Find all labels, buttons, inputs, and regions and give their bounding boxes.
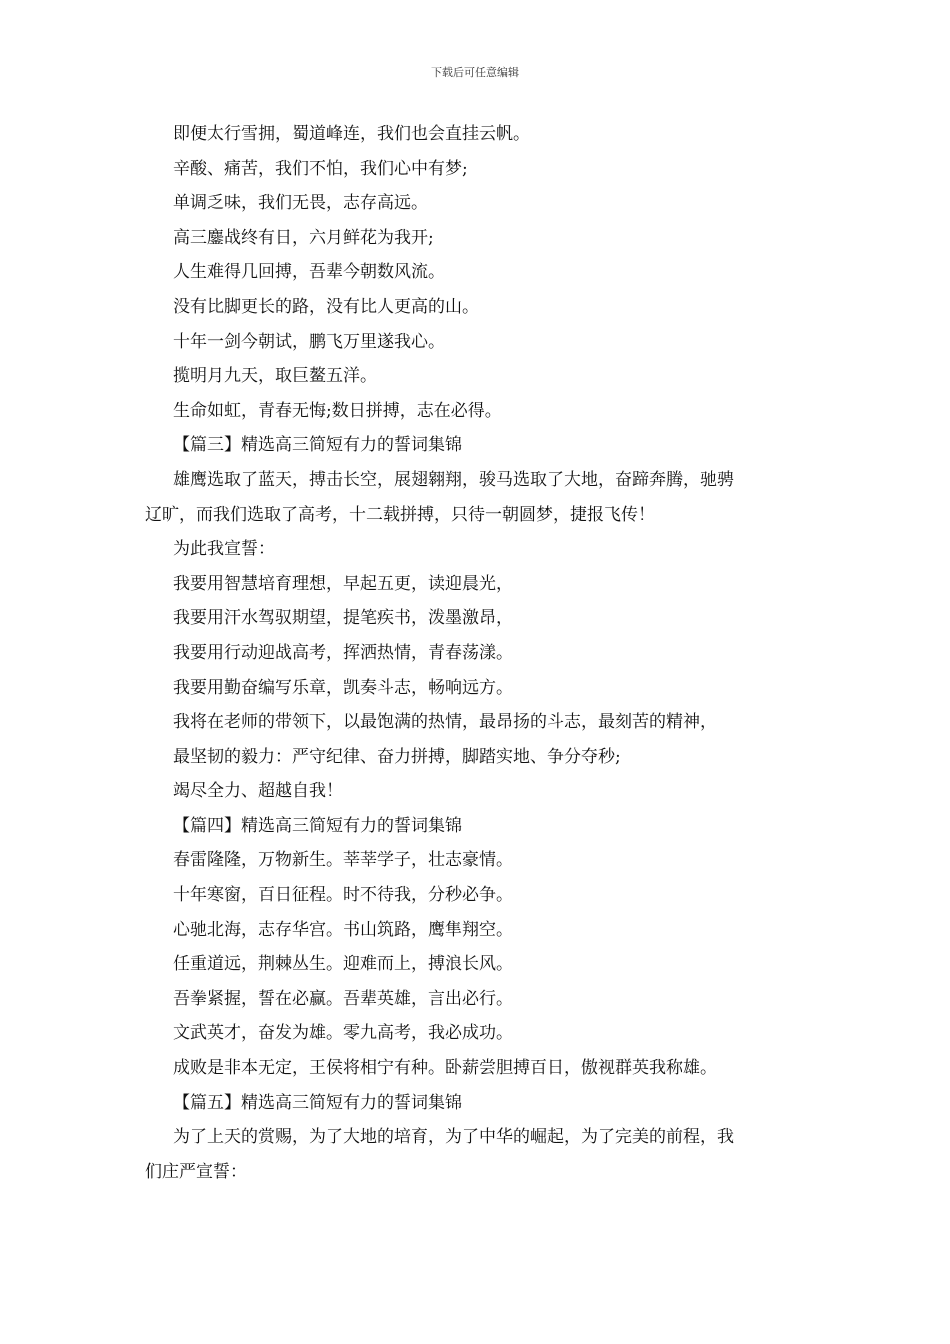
text-line: 心驰北海，志存华宫。书山筑路，鹰隼翔空。	[173, 919, 513, 940]
section-heading: 【篇五】精选高三简短有力的誓词集锦	[173, 1092, 462, 1113]
text-line: 我要用勤奋编写乐章，凯奏斗志，畅响远方。	[173, 677, 513, 698]
text-line: 十年寒窗，百日征程。时不待我，分秒必争。	[173, 885, 513, 906]
text-line: 辛酸、痛苦，我们不怕，我们心中有梦;	[173, 158, 468, 179]
text-line: 我将在老师的带领下，以最饱满的热情，最昂扬的斗志，最刻苦的精神，	[173, 712, 717, 733]
text-line: 最坚韧的毅力：严守纪律、奋力拼搏，脚踏实地、争分夺秒;	[173, 746, 621, 767]
text-line: 文武英才，奋发为雄。零九高考，我必成功。	[173, 1023, 513, 1044]
section-heading: 【篇四】精选高三简短有力的誓词集锦	[173, 815, 462, 836]
text-line: 竭尽全力、超越自我！	[173, 781, 343, 802]
text-line: 高三鏖战终有日，六月鲜花为我开;	[173, 227, 434, 248]
text-line: 为此我宣誓：	[173, 539, 275, 560]
text-line: 即便太行雪拥，蜀道峰连，我们也会直挂云帆。	[173, 124, 530, 144]
page-header: 下载后可任意编辑	[431, 66, 519, 79]
text-line: 我要用汗水驾驭期望，提笔疾书，泼墨激昂，	[173, 608, 513, 629]
text-line: 生命如虹，青春无悔;数日拼搏，志在必得。	[173, 400, 502, 421]
text-line: 春雷隆隆，万物新生。莘莘学子，壮志豪情。	[173, 850, 513, 871]
text-line: 们庄严宣誓：	[145, 1161, 247, 1182]
text-line: 雄鹰选取了蓝天，搏击长空，展翅翱翔，骏马选取了大地，奋蹄奔腾，驰骋	[173, 469, 734, 490]
text-line: 吾拳紧握，誓在必赢。吾辈英雄，言出必行。	[173, 988, 513, 1009]
text-line: 人生难得几回搏，吾辈今朝数风流。	[173, 262, 445, 283]
text-line: 十年一剑今朝试，鹏飞万里遂我心。	[173, 331, 445, 352]
text-line: 我要用行动迎战高考，挥洒热情，青春荡漾。	[173, 642, 513, 663]
text-line: 任重道远，荆棘丛生。迎难而上，搏浪长风。	[173, 954, 513, 975]
text-line: 为了上天的赏赐，为了大地的培育，为了中华的崛起，为了完美的前程，我	[173, 1127, 734, 1148]
text-line: 单调乏味，我们无畏，志存高远。	[173, 193, 428, 214]
text-line: 揽明月九天，取巨鳌五洋。	[173, 366, 377, 387]
text-line: 成败是非本无定，王侯将相宁有种。卧薪尝胆搏百日，傲视群英我称雄。	[173, 1058, 717, 1079]
document-body	[145, 117, 813, 1189]
section-heading: 【篇三】精选高三简短有力的誓词集锦	[173, 435, 462, 456]
text-line: 我要用智慧培育理想，早起五更，读迎晨光，	[173, 573, 513, 594]
text-line: 没有比脚更长的路，没有比人更高的山。	[173, 296, 479, 317]
text-line: 辽旷，而我们选取了高考，十二载拼搏，只待一朝圆梦，捷报飞传！	[145, 504, 655, 525]
